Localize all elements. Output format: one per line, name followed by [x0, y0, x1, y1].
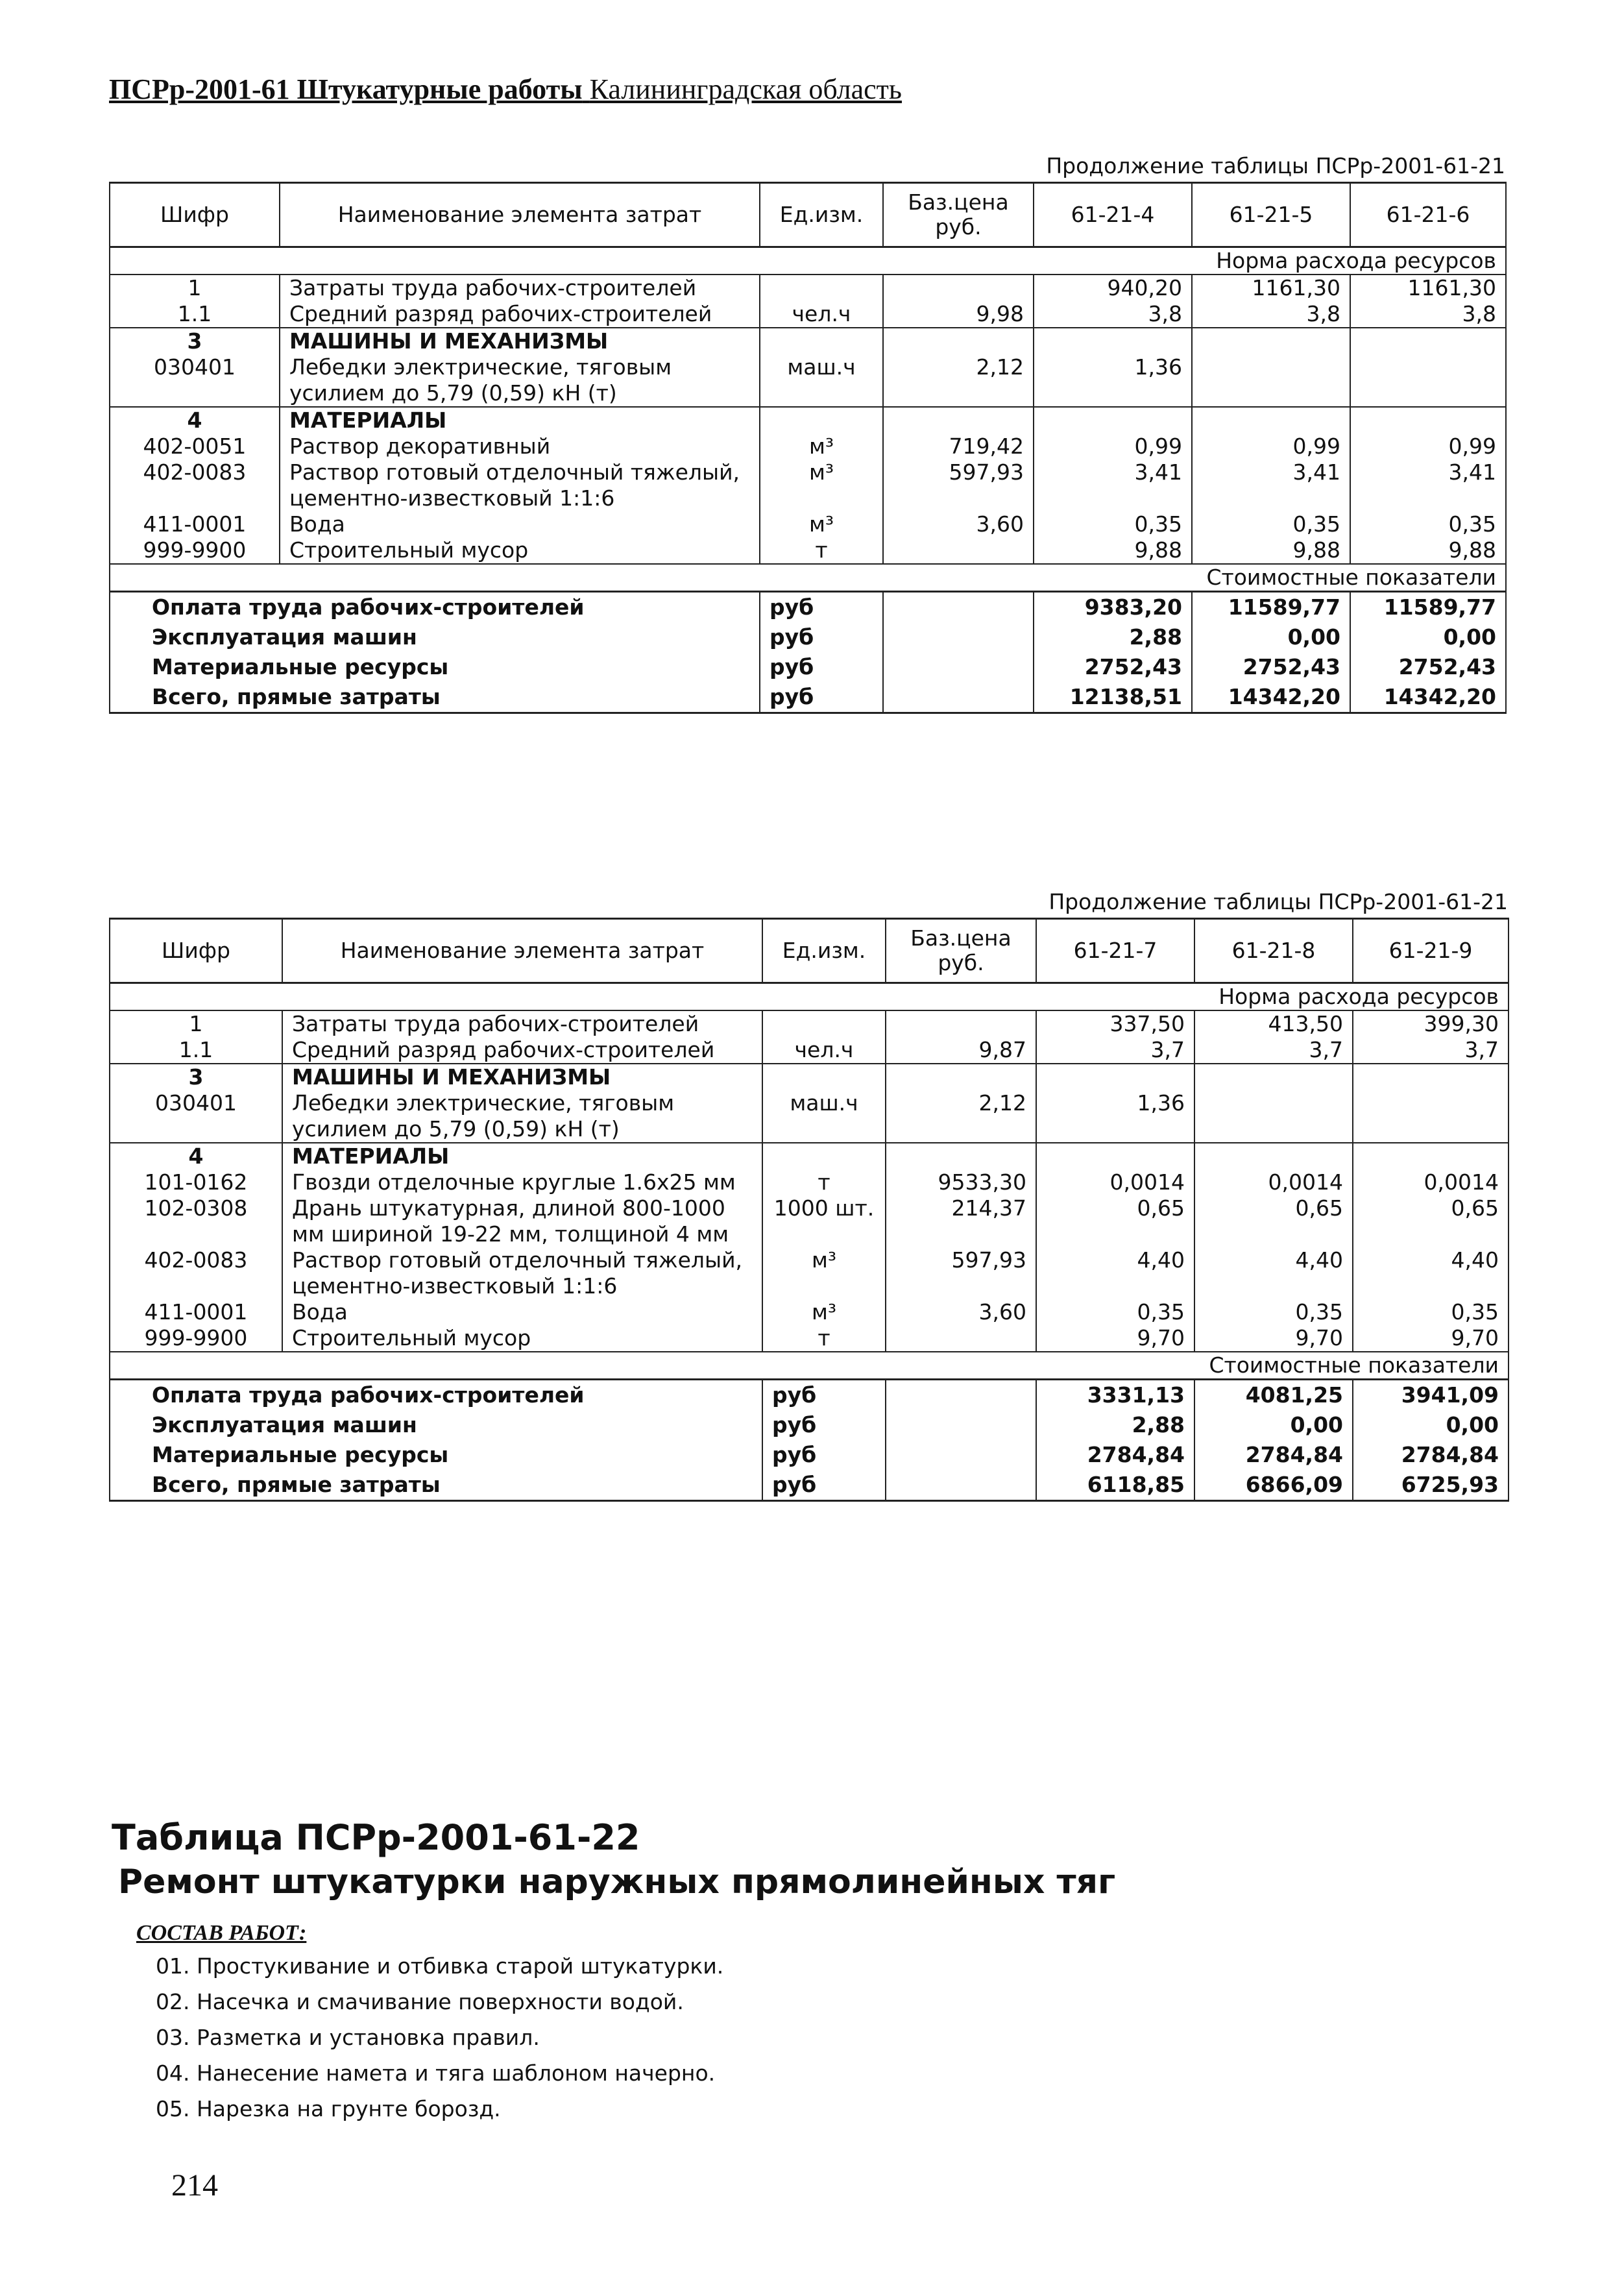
- row-value: [1194, 1143, 1353, 1169]
- total-value: 6866,09: [1194, 1470, 1353, 1501]
- row-code: 030401: [110, 354, 280, 407]
- row-code: 3: [110, 328, 280, 354]
- row-value: [1350, 328, 1506, 354]
- column-header: Шифр: [110, 919, 282, 983]
- row-price: 9,87: [886, 1037, 1036, 1064]
- row-price: 719,42: [883, 434, 1034, 459]
- cost-band: [110, 564, 1506, 592]
- row-value: 0,35: [1194, 1299, 1353, 1325]
- table-row: [110, 354, 1506, 407]
- row-value: 0,65: [1353, 1195, 1509, 1247]
- row-code: 101-0162: [110, 1169, 282, 1195]
- total-value: 14342,20: [1350, 682, 1506, 713]
- table-row: [110, 537, 1506, 564]
- total-price-empty: [886, 1470, 1036, 1501]
- row-price: [883, 407, 1034, 434]
- row-value: 0,99: [1350, 434, 1506, 459]
- row-value: 3,8: [1350, 301, 1506, 328]
- row-name: Вода: [282, 1299, 762, 1325]
- row-price: [883, 328, 1034, 354]
- row-code: 3: [110, 1064, 282, 1090]
- row-value: [1353, 1064, 1509, 1090]
- row-price: [886, 1010, 1036, 1037]
- total-price-empty: [883, 622, 1034, 652]
- row-value: 4,40: [1194, 1247, 1353, 1299]
- row-value: 0,0014: [1353, 1169, 1509, 1195]
- row-value: 0,65: [1036, 1195, 1194, 1247]
- row-unit: чел.ч: [762, 1037, 886, 1064]
- row-price: [886, 1325, 1036, 1352]
- row-value: 1,36: [1036, 1090, 1194, 1143]
- row-price: 3,60: [886, 1299, 1036, 1325]
- total-row: [110, 592, 1506, 623]
- total-row: [110, 1410, 1509, 1440]
- row-value: 9,88: [1034, 537, 1192, 564]
- total-label: Всего, прямые затраты: [110, 682, 760, 713]
- total-value: 0,00: [1194, 1410, 1353, 1440]
- table-row: [110, 1169, 1509, 1195]
- row-value: 0,35: [1353, 1299, 1509, 1325]
- resource-table-1: [109, 182, 1507, 714]
- column-header: Ед.изм.: [762, 919, 886, 983]
- row-name: Раствор готовый отделочный тяжелый, цементно-известковый 1:1:6: [280, 459, 760, 511]
- row-value: 413,50: [1194, 1010, 1353, 1037]
- row-value: 3,41: [1192, 459, 1350, 511]
- norm-band: [110, 247, 1506, 275]
- total-label: Материальные ресурсы: [110, 1440, 762, 1470]
- total-row: [110, 1380, 1509, 1411]
- row-unit: [760, 275, 883, 301]
- row-code: 1: [110, 1010, 282, 1037]
- row-code: 4: [110, 1143, 282, 1169]
- total-unit: руб: [762, 1470, 886, 1501]
- row-code: 402-0083: [110, 459, 280, 511]
- row-value: 3,41: [1350, 459, 1506, 511]
- total-value: 2784,84: [1194, 1440, 1353, 1470]
- table-2-totals: [110, 1380, 1509, 1501]
- row-value: 4,40: [1353, 1247, 1509, 1299]
- row-value: [1192, 354, 1350, 407]
- row-price: 9533,30: [886, 1169, 1036, 1195]
- column-header: Баз.цена руб.: [886, 919, 1036, 983]
- row-unit: маш.ч: [760, 354, 883, 407]
- row-name: Раствор готовый отделочный тяжелый, цементно-известковый 1:1:6: [282, 1247, 762, 1299]
- row-price: [886, 1064, 1036, 1090]
- total-value: 14342,20: [1192, 682, 1350, 713]
- row-unit: м³: [760, 459, 883, 511]
- table-2-header-row: [110, 919, 1509, 983]
- total-unit: руб: [762, 1410, 886, 1440]
- row-price: 3,60: [883, 511, 1034, 537]
- total-price-empty: [883, 592, 1034, 623]
- row-value: 1161,30: [1350, 275, 1506, 301]
- row-value: 4,40: [1036, 1247, 1194, 1299]
- row-value: [1192, 328, 1350, 354]
- table-row: [110, 1143, 1509, 1169]
- table-row: [110, 1010, 1509, 1037]
- total-row: [110, 1470, 1509, 1501]
- list-item: 04. Нанесение намета и тяга шаблоном начерно.: [156, 2060, 716, 2086]
- row-unit: м³: [762, 1299, 886, 1325]
- row-price: 9,98: [883, 301, 1034, 328]
- row-code: 102-0308: [110, 1195, 282, 1247]
- row-code: 4: [110, 407, 280, 434]
- total-value: 9383,20: [1034, 592, 1192, 623]
- row-value: 1161,30: [1192, 275, 1350, 301]
- total-value: 12138,51: [1034, 682, 1192, 713]
- table-1-body: [110, 275, 1506, 564]
- row-unit: [760, 328, 883, 354]
- page-number: 214: [171, 2168, 218, 2203]
- table-1-totals: [110, 592, 1506, 713]
- row-value: 1,36: [1034, 354, 1192, 407]
- total-label: Оплата труда рабочих-строителей: [110, 1380, 762, 1411]
- total-value: 6725,93: [1353, 1470, 1509, 1501]
- row-value: 0,35: [1350, 511, 1506, 537]
- row-name: МАШИНЫ И МЕХАНИЗМЫ: [282, 1064, 762, 1090]
- total-row: [110, 652, 1506, 682]
- table-1-header-row: [110, 183, 1506, 247]
- row-unit: т: [760, 537, 883, 564]
- page-header: [109, 73, 902, 106]
- column-header: 61-21-7: [1036, 919, 1194, 983]
- section-subtitle: Ремонт штукатурки наружных прямолинейных тяг: [118, 1863, 1116, 1901]
- list-item: 02. Насечка и смачивание поверхности водой.: [156, 1989, 684, 2014]
- total-price-empty: [883, 682, 1034, 713]
- total-unit: руб: [760, 592, 883, 623]
- row-value: 0,99: [1034, 434, 1192, 459]
- row-code: 1: [110, 275, 280, 301]
- total-unit: руб: [762, 1440, 886, 1470]
- header-code: ПСРр-2001-61 Штукатурные работы: [109, 73, 583, 105]
- total-value: 2,88: [1034, 622, 1192, 652]
- total-value: 11589,77: [1192, 592, 1350, 623]
- row-value: 0,35: [1192, 511, 1350, 537]
- list-item: 03. Разметка и установка правил.: [156, 2025, 540, 2050]
- row-code: 402-0051: [110, 434, 280, 459]
- row-name: Лебедки электрические, тяговым усилием до 5,79 (0,59) кН (т): [280, 354, 760, 407]
- row-value: 3,7: [1194, 1037, 1353, 1064]
- row-unit: м³: [762, 1247, 886, 1299]
- row-value: 337,50: [1036, 1010, 1194, 1037]
- row-value: 0,65: [1194, 1195, 1353, 1247]
- section-title: Таблица ПСРр-2001-61-22: [112, 1817, 640, 1858]
- row-value: [1192, 407, 1350, 434]
- row-name: МАШИНЫ И МЕХАНИЗМЫ: [280, 328, 760, 354]
- header-region: Калининградская область: [589, 73, 902, 105]
- total-unit: руб: [760, 652, 883, 682]
- total-row: [110, 1440, 1509, 1470]
- total-value: 2784,84: [1353, 1440, 1509, 1470]
- table-row: [110, 1195, 1509, 1247]
- row-value: 3,41: [1034, 459, 1192, 511]
- table-row: [110, 328, 1506, 354]
- total-row: [110, 682, 1506, 713]
- row-price: 597,93: [886, 1247, 1036, 1299]
- total-price-empty: [886, 1440, 1036, 1470]
- row-value: 0,35: [1036, 1299, 1194, 1325]
- row-value: 9,70: [1194, 1325, 1353, 1352]
- column-header: 61-21-5: [1192, 183, 1350, 247]
- table-row: [110, 1037, 1509, 1064]
- row-code: 1.1: [110, 301, 280, 328]
- table-row: [110, 1247, 1509, 1299]
- total-value: 11589,77: [1350, 592, 1506, 623]
- column-header: 61-21-9: [1353, 919, 1509, 983]
- table-row: [110, 407, 1506, 434]
- row-value: 0,0014: [1036, 1169, 1194, 1195]
- total-value: 0,00: [1353, 1410, 1509, 1440]
- row-unit: [762, 1010, 886, 1037]
- row-value: 9,88: [1192, 537, 1350, 564]
- row-value: 9,70: [1353, 1325, 1509, 1352]
- total-label: Оплата труда рабочих-строителей: [110, 592, 760, 623]
- row-name: Строительный мусор: [282, 1325, 762, 1352]
- row-value: [1034, 328, 1192, 354]
- row-unit: [762, 1143, 886, 1169]
- column-header: Баз.цена руб.: [883, 183, 1034, 247]
- row-value: 3,7: [1036, 1037, 1194, 1064]
- total-value: 2,88: [1036, 1410, 1194, 1440]
- row-value: 0,0014: [1194, 1169, 1353, 1195]
- row-unit: 1000 шт.: [762, 1195, 886, 1247]
- row-name: Затраты труда рабочих-строителей: [282, 1010, 762, 1037]
- table-row: [110, 301, 1506, 328]
- row-value: [1353, 1090, 1509, 1143]
- norm-band: [110, 983, 1509, 1011]
- list-item: 01. Простукивание и отбивка старой штукатурки.: [156, 1953, 724, 1979]
- column-header: Наименование элемента затрат: [280, 183, 760, 247]
- row-code: 411-0001: [110, 511, 280, 537]
- total-label: Всего, прямые затраты: [110, 1470, 762, 1501]
- row-value: 9,88: [1350, 537, 1506, 564]
- column-header: 61-21-4: [1034, 183, 1192, 247]
- works-label: СОСТАВ РАБОТ:: [136, 1921, 307, 1945]
- row-name: Лебедки электрические, тяговым усилием до 5,79 (0,59) кН (т): [282, 1090, 762, 1143]
- table-row: [110, 434, 1506, 459]
- row-name: Средний разряд рабочих-строителей: [282, 1037, 762, 1064]
- norm-label: Норма расхода ресурсов: [110, 247, 1506, 275]
- row-price: [883, 275, 1034, 301]
- row-unit: [762, 1064, 886, 1090]
- row-name: МАТЕРИАЛЫ: [280, 407, 760, 434]
- row-code: 411-0001: [110, 1299, 282, 1325]
- row-value: [1036, 1143, 1194, 1169]
- total-value: 3331,13: [1036, 1380, 1194, 1411]
- row-unit: т: [762, 1325, 886, 1352]
- cost-label: Стоимостные показатели: [110, 1352, 1509, 1380]
- column-header: 61-21-8: [1194, 919, 1353, 983]
- row-name: Дрань штукатурная, длиной 800-1000 мм шириной 19-22 мм, толщиной 4 мм: [282, 1195, 762, 1247]
- row-price: 2,12: [883, 354, 1034, 407]
- table-row: [110, 1090, 1509, 1143]
- row-value: [1350, 407, 1506, 434]
- total-price-empty: [883, 652, 1034, 682]
- table-row: [110, 1325, 1509, 1352]
- table-row: [110, 511, 1506, 537]
- cost-label: Стоимостные показатели: [110, 564, 1506, 592]
- table-row: [110, 1064, 1509, 1090]
- row-unit: [760, 407, 883, 434]
- column-header: 61-21-6: [1350, 183, 1506, 247]
- total-value: 4081,25: [1194, 1380, 1353, 1411]
- row-value: [1194, 1090, 1353, 1143]
- total-price-empty: [886, 1410, 1036, 1440]
- row-code: 402-0083: [110, 1247, 282, 1299]
- row-value: [1036, 1064, 1194, 1090]
- row-value: [1353, 1143, 1509, 1169]
- row-value: [1034, 407, 1192, 434]
- row-price: [883, 537, 1034, 564]
- row-name: Вода: [280, 511, 760, 537]
- row-value: 3,8: [1192, 301, 1350, 328]
- row-price: 214,37: [886, 1195, 1036, 1247]
- row-value: 399,30: [1353, 1010, 1509, 1037]
- column-header: Шифр: [110, 183, 280, 247]
- row-name: Гвозди отделочные круглые 1.6х25 мм: [282, 1169, 762, 1195]
- total-value: 0,00: [1192, 622, 1350, 652]
- total-value: 6118,85: [1036, 1470, 1194, 1501]
- column-header: Ед.изм.: [760, 183, 883, 247]
- row-code: 999-9900: [110, 1325, 282, 1352]
- table-row: [110, 1299, 1509, 1325]
- row-name: Затраты труда рабочих-строителей: [280, 275, 760, 301]
- row-name: МАТЕРИАЛЫ: [282, 1143, 762, 1169]
- row-price: [886, 1143, 1036, 1169]
- row-name: Раствор декоративный: [280, 434, 760, 459]
- row-code: 1.1: [110, 1037, 282, 1064]
- row-value: 9,70: [1036, 1325, 1194, 1352]
- total-label: Эксплуатация машин: [110, 622, 760, 652]
- total-row: [110, 622, 1506, 652]
- row-code: 999-9900: [110, 537, 280, 564]
- total-value: 0,00: [1350, 622, 1506, 652]
- table-row: [110, 275, 1506, 301]
- table-row: [110, 459, 1506, 511]
- list-item: 05. Нарезка на грунте борозд.: [156, 2096, 501, 2121]
- total-value: 2752,43: [1350, 652, 1506, 682]
- resource-table-2: [109, 918, 1509, 1502]
- total-price-empty: [886, 1380, 1036, 1411]
- total-value: 2752,43: [1192, 652, 1350, 682]
- row-unit: маш.ч: [762, 1090, 886, 1143]
- table-2-body: [110, 1010, 1509, 1352]
- total-unit: руб: [762, 1380, 886, 1411]
- row-unit: м³: [760, 511, 883, 537]
- column-header: Наименование элемента затрат: [282, 919, 762, 983]
- total-value: 2784,84: [1036, 1440, 1194, 1470]
- works-list: [156, 1953, 723, 2132]
- norm-label: Норма расхода ресурсов: [110, 983, 1509, 1011]
- total-value: 2752,43: [1034, 652, 1192, 682]
- row-unit: т: [762, 1169, 886, 1195]
- row-value: 0,99: [1192, 434, 1350, 459]
- total-value: 3941,09: [1353, 1380, 1509, 1411]
- table-1-continuation: Продолжение таблицы ПСРр-2001-61-21: [1046, 153, 1505, 178]
- row-value: 940,20: [1034, 275, 1192, 301]
- table-2-continuation: Продолжение таблицы ПСРр-2001-61-21: [1048, 889, 1508, 914]
- row-price: 2,12: [886, 1090, 1036, 1143]
- row-unit: чел.ч: [760, 301, 883, 328]
- row-name: Строительный мусор: [280, 537, 760, 564]
- total-label: Эксплуатация машин: [110, 1410, 762, 1440]
- row-name: Средний разряд рабочих-строителей: [280, 301, 760, 328]
- total-label: Материальные ресурсы: [110, 652, 760, 682]
- row-value: 3,7: [1353, 1037, 1509, 1064]
- total-unit: руб: [760, 622, 883, 652]
- row-price: 597,93: [883, 459, 1034, 511]
- row-value: 0,35: [1034, 511, 1192, 537]
- total-unit: руб: [760, 682, 883, 713]
- row-code: 030401: [110, 1090, 282, 1143]
- cost-band: [110, 1352, 1509, 1380]
- row-value: 3,8: [1034, 301, 1192, 328]
- row-value: [1194, 1064, 1353, 1090]
- row-unit: м³: [760, 434, 883, 459]
- row-value: [1350, 354, 1506, 407]
